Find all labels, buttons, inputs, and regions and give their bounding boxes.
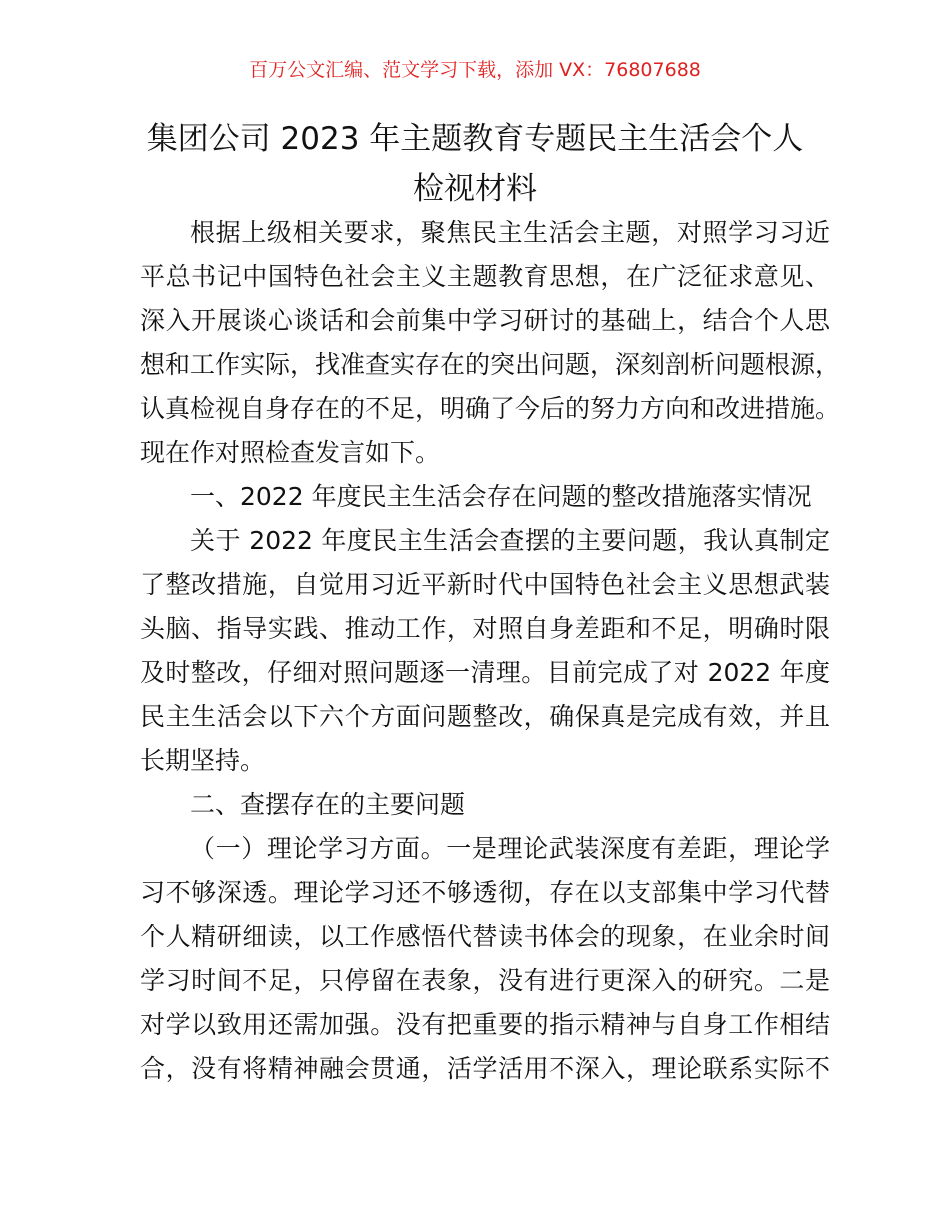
title-line: 检视材料: [413, 171, 537, 207]
section-heading-2: [140, 783, 830, 827]
paragraph-line: 个人精研细读，以工作感悟代替读书体会的现象，在业余时间: [140, 922, 830, 951]
paragraph-theory-study: [140, 827, 830, 1091]
paragraph-rectification: [140, 519, 830, 783]
paragraph-line: 长期坚持。: [140, 746, 266, 775]
paragraph-line: 平总书记中国特色社会主义主题教育思想，在广泛征求意见、: [140, 262, 830, 291]
document-body: [140, 211, 841, 1091]
paragraph-line: 及时整改，仔细对照问题逐一清理。目前完成了对 2022 年度: [140, 658, 830, 687]
paragraph-line: 民主生活会以下六个方面问题整改，确保真是完成有效，并且: [140, 702, 830, 731]
paragraph-intro: [140, 211, 841, 475]
paragraph-line: 根据上级相关要求，聚焦民主生活会主题，对照学习习近: [190, 218, 830, 247]
watermark-banner: 百万公文汇编、范文学习下载，添加 VX：76807688: [249, 59, 701, 81]
document-title: [140, 114, 810, 214]
paragraph-line: 了整改措施，自觉用习近平新时代中国特色社会主义思想武装: [140, 570, 830, 599]
paragraph-line: 习不够深透。理论学习还不够透彻，存在以支部集中学习代替: [140, 878, 830, 907]
section-heading-1: [140, 475, 830, 519]
section-heading: 二、查摆存在的主要问题: [190, 790, 466, 819]
paragraph-line: 现在作对照检查发言如下。: [140, 438, 441, 467]
paragraph-line: 认真检视自身存在的不足，明确了今后的努力方向和改进措施。: [140, 394, 841, 423]
paragraph-line: 深入开展谈心谈话和会前集中学习研讨的基础上，结合个人思: [140, 306, 830, 335]
paragraph-line: 对学以致用还需加强。没有把重要的指示精神与自身工作相结: [140, 1010, 830, 1039]
title-line: 集团公司 2023 年主题教育专题民主生活会个人: [146, 121, 804, 157]
paragraph-line: 合，没有将精神融会贯通，活学活用不深入，理论联系实际不: [140, 1054, 830, 1083]
paragraph-line: 想和工作实际，找准查实存在的突出问题，深刻剖析问题根源，: [140, 350, 841, 379]
paragraph-line: 头脑、指导实践、推动工作，对照自身差距和不足，明确时限: [140, 614, 830, 643]
paragraph-line: （一）理论学习方面。一是理论武装深度有差距，理论学: [190, 834, 830, 863]
section-heading: 一、2022 年度民主生活会存在问题的整改措施落实情况: [190, 482, 812, 511]
paragraph-line: 关于 2022 年度民主生活会查摆的主要问题，我认真制定: [190, 526, 830, 555]
paragraph-line: 学习时间不足，只停留在表象，没有进行更深入的研究。二是: [140, 966, 830, 995]
